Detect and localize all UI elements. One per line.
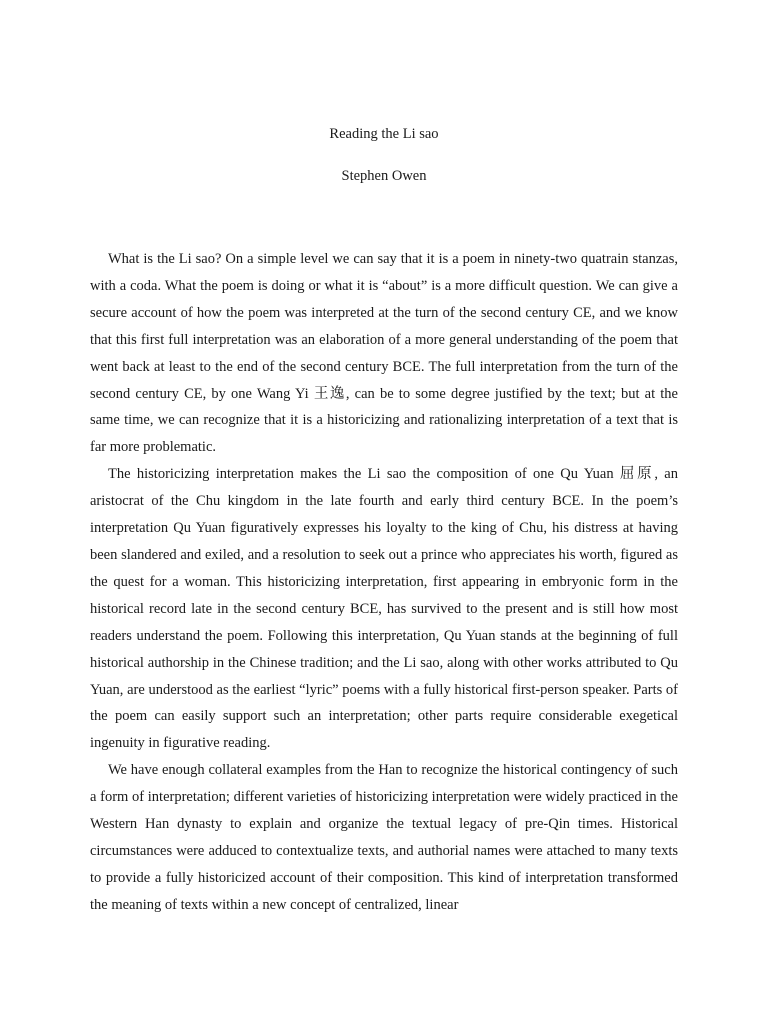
document-author: Stephen Owen [341, 168, 427, 184]
document-body [90, 246, 678, 919]
paragraph-3: We have enough collateral examples from the Han to recognize the historical contingency of such a form of interpretation; different varieties of historicizing interpretation were widely practiced in the Western Han dynasty to explain and organize the textual legacy of pre-Qin times. Historical circumstances were adduced to contextualize texts, and authorial names were attached to many texts to provide a fully historicized account of their composition. This kind of interpretation transformed the meaning of texts within a new concept of centralized, linear [90, 762, 678, 913]
document-title: Reading the Li sao [329, 126, 439, 142]
paragraph-2: The historicizing interpretation makes the Li sao the composition of one Qu Yuan 屈原, an aristocrat of the Chu kingdom in the late fourth and early third century BCE. In the poem’s interpretation Qu Yuan figuratively expresses his loyalty to the king of Chu, his distress at having been slandered and exiled, and a resolution to seek out a prince who appreciates his worth, figured as the quest for a woman. This historicizing interpretation, first appearing in embryonic form in the historical record late in the second century BCE, has survived to the present and is still how most readers understand the poem. Following this interpretation, Qu Yuan stands at the beginning of full historical authorship in the Chinese tradition; and the Li sao, along with other works attributed to Qu Yuan, are understood as the earliest “lyric” poems with a fully historical first-person speaker. Parts of the poem can easily support such an interpretation; other parts require considerable exegetical ingenuity in figurative reading. [90, 466, 678, 752]
paragraph-1: What is the Li sao? On a simple level we can say that it is a poem in ninety-two quatrain stanzas, with a coda. What the poem is doing or what it is “about” is a more difficult question. We can give a secure account of how the poem was interpreted at the turn of the second century CE, and we know that this first full interpretation was an elaboration of a more general understanding of the poem that went back at least to the end of the second century BCE. The full interpretation from the turn of the second century CE, by one Wang Yi 王逸, can be to some degree justified by the text; but at the same time, we can recognize that it is a historicizing and rationalizing interpretation of a text that is far more problematic. [90, 251, 678, 456]
